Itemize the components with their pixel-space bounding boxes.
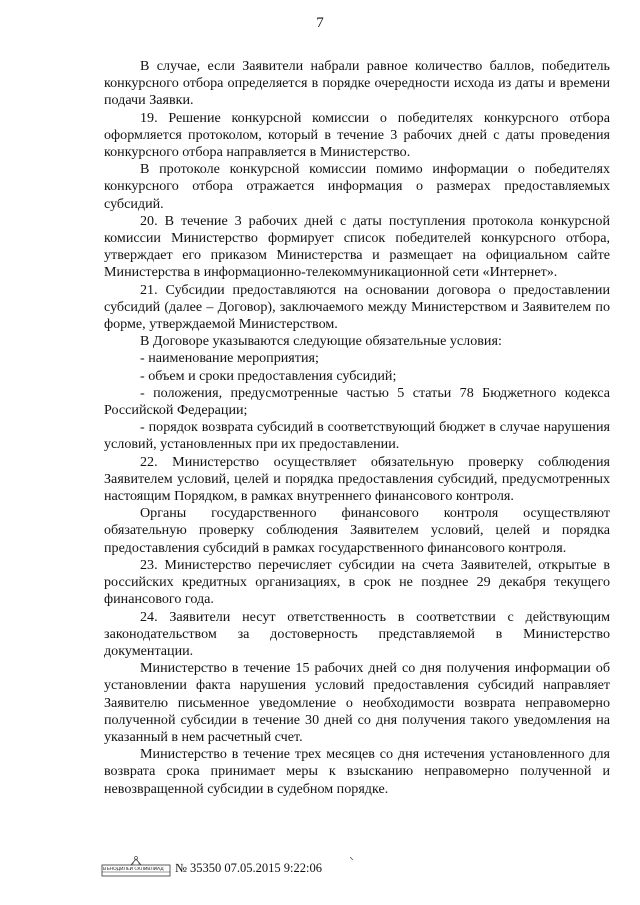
paragraph: 19. Решение конкурсной комиссии о победителях конкурсного отбора оформляется протоколом, который в течение 3 рабочих дней с даты проведения конкурсного отбора направляется в Министерство. — [104, 109, 610, 161]
paragraph: Органы государственного финансового контроля осуществляют обязательную проверку соблюдения Заявителем условий, целей и порядка предоставления субсидий в рамках государственного финансового контроля. — [104, 505, 610, 556]
paragraph: В протоколе конкурсной комиссии помимо информации о победителях конкурсного отбора отражается информация о размерах предоставляемых субсидий. — [104, 161, 610, 212]
paragraph: 21. Субсидии предоставляются на основании договора о предоставлении субсидий (далее – Договор), заключаемого между Министерством и Заявителем по форме, утверждаемой Министерством. — [104, 281, 610, 333]
document-registration-number: № 35350 07.05.2015 9:22:06 — [175, 861, 322, 875]
paragraph: 20. В течение 3 рабочих дней с даты поступления протокола конкурсной комиссии Министерство формирует список победителей конкурсного отбора, утверждает его приказом Министерства и размещает на официальном сайте Министерства в информационно-телекоммуникационной сети «Интернет». — [104, 212, 610, 281]
scan-mark-icon — [350, 857, 354, 861]
paragraph: В случае, если Заявители набрали равное количество баллов, победитель конкурсного отбора определяется в порядке очередности исхода из даты и времени подачи Заявки. — [104, 58, 610, 109]
registration-stamp-icon — [101, 855, 171, 877]
stamp-label: ВЪНОДИЛЕЙ СКЛИВЛИАД — [103, 867, 164, 872]
list-item: - объем и сроки предоставления субсидий; — [140, 367, 397, 384]
list-item: - порядок возврата субсидий в соответствующий бюджет в случае нарушения условий, установленных при их предоставлении. — [104, 419, 610, 453]
paragraph: Министерство в течение 15 рабочих дней со дня получения информации об установлении факта нарушения условий предоставления субсидий направляет Заявителю письменное уведомление о необходимости возврата неправомерно полученной субсидии в течение 30 дней со дня получения такого уведомления на указанный в нем расчетный счет. — [104, 660, 610, 745]
list-item: - наименование мероприятия; — [140, 350, 319, 367]
paragraph: 24. Заявители несут ответственность в соответствии с действующим законодательством за достоверность представляемой в Министерство документации. — [104, 608, 610, 659]
paragraph: В Договоре указываются следующие обязательные условия: — [140, 333, 502, 350]
document-body — [104, 58, 610, 798]
paragraph: 22. Министерство осуществляет обязательную проверку соблюдения Заявителем условий, целей и порядка предоставления субсидий, предусмотренных настоящим Порядком, в рамках внутреннего финансового контроля. — [104, 453, 610, 505]
registration-footer — [101, 853, 361, 881]
list-item: - положения, предусмотренные частью 5 статьи 78 Бюджетного кодекса Российской Федерации; — [104, 384, 610, 419]
paragraph: 23. Министерство перечисляет субсидии на счета Заявителей, открытые в российских кредитных организациях, в срок не позднее 29 декабря текущего финансового года. — [104, 556, 610, 608]
page-number: 7 — [316, 15, 324, 31]
paragraph: Министерство в течение трех месяцев со дня истечения установленного для возврата срока принимает меры к взысканию неправомерно полученной и невозвращенной субсидии в судебном порядке. — [104, 746, 610, 797]
